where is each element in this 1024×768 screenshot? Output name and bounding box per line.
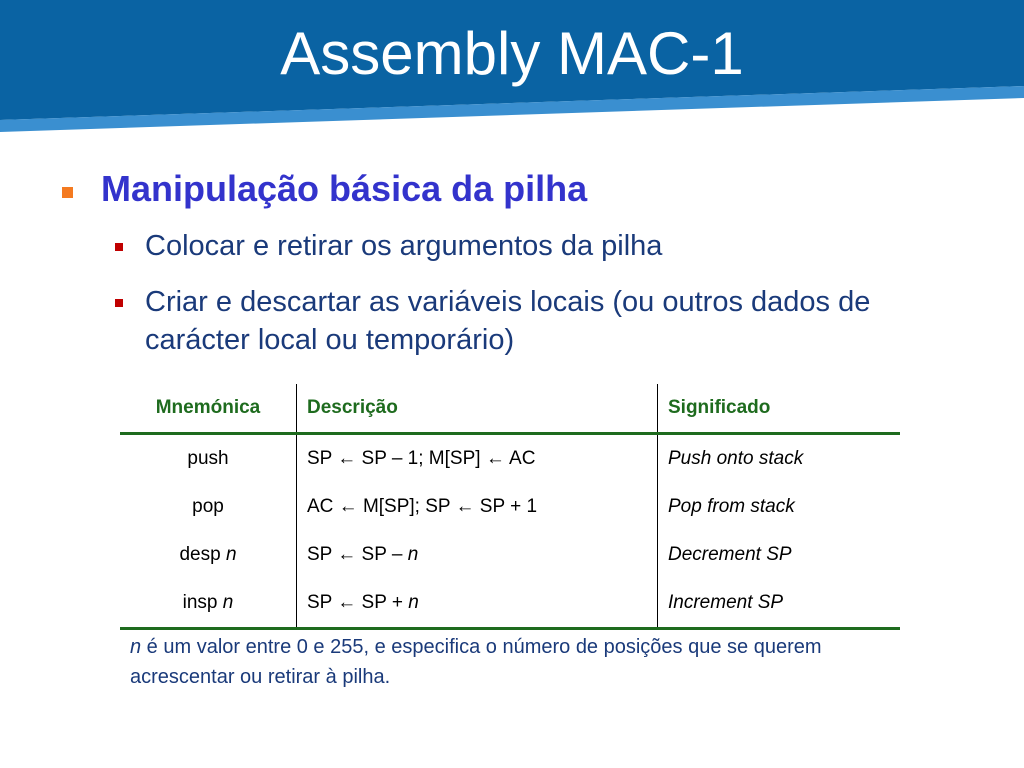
mnemonic: insp xyxy=(182,592,223,613)
table-row xyxy=(120,579,900,629)
mnemonic-cell xyxy=(120,434,297,484)
bullet-square-icon xyxy=(62,187,73,198)
mnemonic-cell xyxy=(120,531,297,579)
table-row xyxy=(120,434,900,484)
table-row xyxy=(120,483,900,531)
description-cell xyxy=(297,483,658,531)
table-header-row xyxy=(120,384,900,434)
mnemonic: push xyxy=(187,448,229,469)
description: AC ← M[SP]; SP ← SP + 1 xyxy=(307,496,538,517)
column-header: Mnemónica xyxy=(120,384,297,434)
table-footnote xyxy=(130,632,900,692)
main-bullet-text: Manipulação básica da pilha xyxy=(101,168,588,209)
sub-bullet-text: Criar e descartar as variáveis locais (ou outros dados de carácter local ou temporário) xyxy=(145,286,871,356)
description-param: n xyxy=(408,592,419,613)
description-cell xyxy=(297,531,658,579)
description-cell xyxy=(297,579,658,629)
column-header: Descrição xyxy=(297,384,658,434)
mnemonic-param: n xyxy=(225,544,237,565)
meaning-cell: Decrement SP xyxy=(668,544,792,565)
mnemonic-cell xyxy=(120,483,297,531)
sub-bullet xyxy=(115,227,975,265)
bullet-square-icon xyxy=(115,243,123,251)
sub-bullet xyxy=(115,283,975,359)
sub-bullet-text: Colocar e retirar os argumentos da pilha xyxy=(145,230,663,262)
mnemonic-cell xyxy=(120,579,297,629)
footnote-variable: n xyxy=(130,636,142,658)
slide-header xyxy=(0,0,1024,140)
description-cell xyxy=(297,434,658,484)
mnemonic-param: n xyxy=(222,592,234,613)
meaning-cell: Increment SP xyxy=(658,579,901,629)
meaning-cell: Pop from stack xyxy=(668,496,795,517)
bullet-square-icon xyxy=(115,299,123,307)
footnote-text: é um valor entre 0 e 255, e especifica o número de posições que se querem acrescentar ou retirar à pilha. xyxy=(130,636,822,688)
table-row xyxy=(120,531,900,579)
mnemonic: desp xyxy=(179,544,226,565)
description: SP ← SP – 1; M[SP] ← AC xyxy=(307,448,536,469)
mnemonic: pop xyxy=(192,496,224,517)
description: SP ← SP – xyxy=(307,544,408,565)
description: SP ← SP + xyxy=(307,592,409,613)
meaning-cell: Push onto stack xyxy=(668,448,804,469)
slide-title: Assembly MAC-1 xyxy=(280,20,744,87)
instruction-table xyxy=(120,384,900,630)
column-header: Significado xyxy=(658,384,901,434)
main-bullet xyxy=(62,165,984,213)
description-param: n xyxy=(407,544,419,565)
